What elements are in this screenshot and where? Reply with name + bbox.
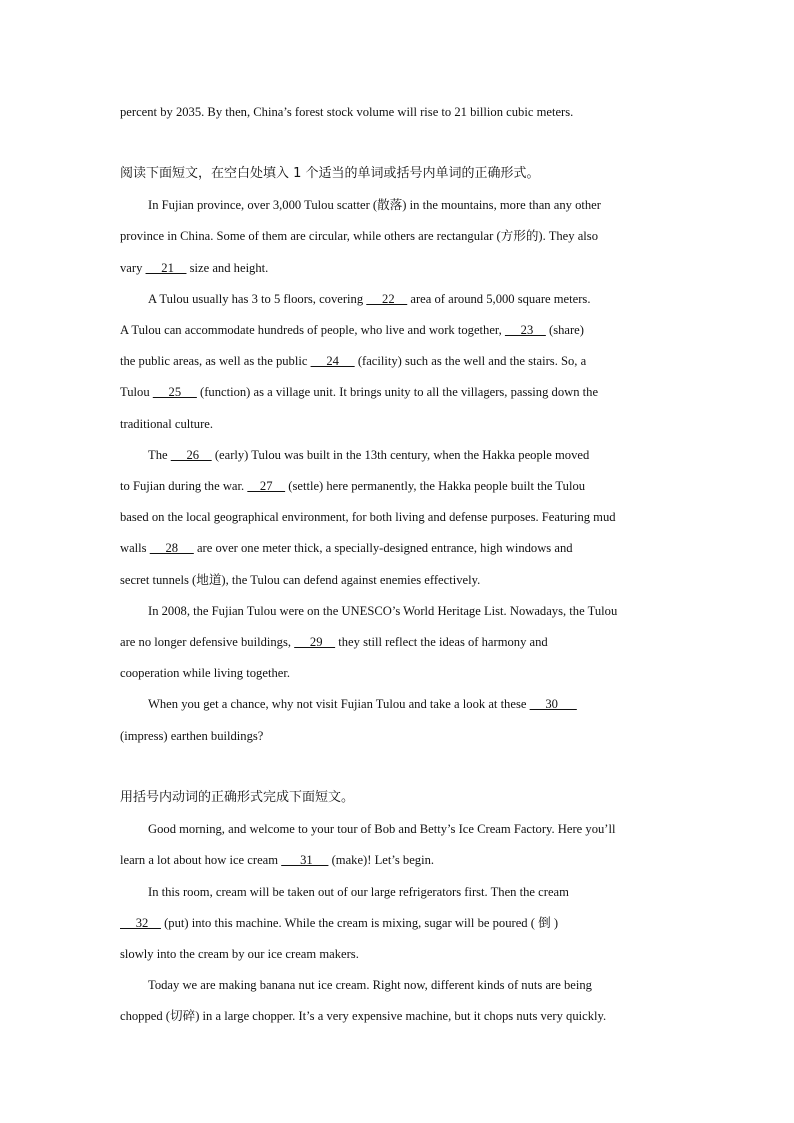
text-line: When you get a chance, why not visit Fujian Tulou and take a look at these 30 — [148, 697, 577, 711]
answer-blank-25[interactable]: 25 — [152, 385, 197, 399]
text-line: walls 28 are over one meter thick, a specially-designed entrance, high windows and — [120, 541, 573, 555]
text-line: In Fujian province, over 3,000 Tulou scatter (散落) in the mountains, more than any other — [148, 198, 601, 212]
answer-blank-21[interactable]: 21 — [145, 261, 187, 275]
answer-blank-26[interactable]: 26 — [170, 448, 212, 462]
text-line: (impress) earthen buildings? — [120, 729, 264, 743]
text-line: A Tulou can accommodate hundreds of people, who live and work together, 23 (share) — [120, 323, 584, 337]
text-line: based on the local geographical environment, for both living and defense purposes. Featuring mud — [120, 510, 616, 524]
text-line: Good morning, and welcome to your tour of Bob and Betty’s Ice Cream Factory. Here you’ll — [148, 822, 616, 836]
answer-blank-24[interactable]: 24 — [310, 354, 355, 368]
text-line: Tulou 25 (function) as a village unit. It brings unity to all the villagers, passing down the — [120, 385, 599, 399]
text-line: percent by 2035. By then, China’s forest stock volume will rise to 21 billion cubic meters. — [120, 105, 574, 119]
text-line: The 26 (early) Tulou was built in the 13th century, when the Hakka people moved — [148, 448, 590, 462]
text-line: province in China. Some of them are circular, while others are rectangular (方形的). They also — [120, 229, 599, 243]
answer-blank-28[interactable]: 28 — [149, 541, 194, 555]
answer-blank-31[interactable]: 31 — [281, 853, 329, 867]
answer-blank-32[interactable]: 32 — [120, 916, 161, 930]
text-line: In this room, cream will be taken out of our large refrigerators first. Then the cream — [148, 885, 569, 899]
text-line: to Fujian during the war. 27 (settle) here permanently, the Hakka people built the Tulou — [120, 479, 586, 493]
answer-blank-27[interactable]: 27 — [247, 479, 286, 493]
text-line: cooperation while living together. — [120, 666, 290, 680]
text-line: chopped (切碎) in a large chopper. It’s a very expensive machine, but it chops nuts very quickly. — [120, 1009, 607, 1023]
text-line: 32 (put) into this machine. While the cream is mixing, sugar will be poured ( 倒 ) — [120, 916, 559, 930]
text-line: In 2008, the Fujian Tulou were on the UNESCO’s World Heritage List. Nowadays, the Tulou — [148, 604, 618, 618]
text-line: A Tulou usually has 3 to 5 floors, covering 22 area of around 5,000 square meters. — [148, 292, 591, 306]
section-instruction: 阅读下面短文，在空白处填入 1 个适当的单词或括号内单词的正确形式。 — [120, 166, 540, 181]
text-line: slowly into the cream by our ice cream makers. — [120, 947, 359, 961]
section-instruction: 用括号内动词的正确形式完成下面短文。 — [120, 790, 355, 805]
text-line: the public areas, as well as the public 24 (facility) such as the well and the stairs. So, a — [120, 354, 587, 368]
text-line: learn a lot about how ice cream 31 (make)! Let’s begin. — [120, 853, 435, 867]
answer-blank-30[interactable]: 30 — [529, 697, 577, 711]
answer-blank-29[interactable]: 29 — [294, 635, 336, 649]
text-line: traditional culture. — [120, 417, 214, 431]
text-line: secret tunnels (地道), the Tulou can defend against enemies effectively. — [120, 573, 481, 587]
text-line: vary 21 size and height. — [120, 261, 269, 275]
answer-blank-22[interactable]: 22 — [366, 292, 408, 306]
text-line: are no longer defensive buildings, 29 they still reflect the ideas of harmony and — [120, 635, 548, 649]
answer-blank-23[interactable]: 23 — [504, 323, 546, 337]
text-line: Today we are making banana nut ice cream. Right now, different kinds of nuts are being — [148, 978, 592, 992]
